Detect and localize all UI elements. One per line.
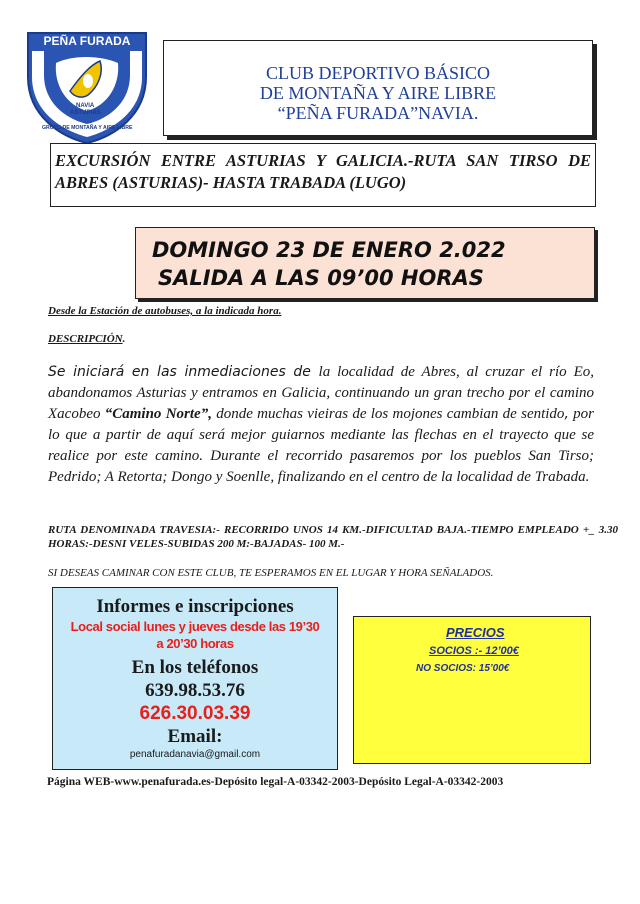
event-date: DOMINGO 23 DE ENERO 2.022 [152,238,506,262]
description-bold: “Camino Norte”, [104,406,212,422]
description-comma: , [564,406,569,422]
description-part3: donde muchas vieiras de los mojones cambian de sentido [211,406,565,422]
description-label-suffix: . [122,333,126,345]
route-title: EXCURSIÓN ENTRE ASTURIAS Y GALICIA.-RUTA SAN TIRSO DE ABRES (ASTURIAS)- HASTA TRABADA (LUGO) [55,151,591,192]
email-label: Email: [167,726,223,747]
info-schedule-line2: a 20’30 horas [156,636,234,651]
club-title-line3: “PEÑA FURADA”NAVIA. [277,103,479,123]
price-non-members: NO SOCIOS: 15’00€ [416,663,510,674]
prices-box [353,616,591,764]
info-title: Informes e inscripciones [96,596,294,617]
logo-inner-line1: NAVIA [76,103,95,109]
logo-inner-line2: ASTURIAS [70,110,101,116]
date-box [135,227,595,299]
club-title-line1: CLUB DEPORTIVO BÁSICO [266,63,490,83]
email-address[interactable]: penafuradanavia@gmail.com [129,749,261,760]
description-heading [48,333,125,345]
description-label: DESCRIPCIÓN [48,333,123,345]
phone-2[interactable]: 626.30.03.39 [139,703,251,724]
description-text [48,362,594,488]
departure-note: Desde la Estación de autobuses, a la indicada hora. [48,305,282,317]
price-members: SOCIOS :- 12’00€ [429,645,519,657]
description-part4: por lo que a partir de aquí será mejor guiarnos mediante las flechas en el trayecto que se realice por este camino. Durante el recorrido pasaremos por los pueblos San Tirso; Pedrido; A Retorta; Dongo y Soenlle, finalizando en el centro de la localidad de Trabada. [48,406,594,485]
info-schedule-line1: Local social lunes y jueves desde las 19’30 [70,619,320,634]
info-box [52,587,338,770]
logo-top-text: PEÑA FURADA [43,34,131,48]
club-title-box [163,40,593,136]
footer-text: Página WEB-www.penafurada.es-Depósito legal-A-03342-2003-Depósito Legal-A-03342-2003 [47,776,504,788]
description-part1: Se iniciará en las inmediaciones de [48,364,319,380]
prices-title: PRECIOS [446,625,505,640]
club-title-line2: DE MONTAÑA Y AIRE LIBRE [259,83,497,103]
route-details: RUTA DENOMINADA TRAVESIA:- RECORRIDO UNOS 14 KM.-DIFICULTAD BAJA.-TIEMPO EMPLEADO +_ 3.30 HORAS:-DESNI VELES-SUBIDAS 200 M:-BAJADAS- 100 M.- [48,524,618,550]
logo-ring-text: GRUPO DE MONTAÑA Y AIRE LIBRE [42,125,133,131]
departure-time: SALIDA A LAS 09’00 HORAS [158,266,484,290]
phone-1[interactable]: 639.98.53.76 [145,680,245,701]
club-logo [22,25,152,145]
description-part2: la localidad de Abres, al cruzar el río Eo, abandonamos Asturias y entramos en Galicia, continuando un gran trecho por el camino Xacobeo [48,364,595,422]
route-title-box [50,143,596,207]
phones-label: En los teléfonos [131,657,259,678]
invite-text: SI DESEAS CAMINAR CON ESTE CLUB, TE ESPERAMOS EN EL LUGAR Y HORA SEÑALADOS. [48,567,494,579]
